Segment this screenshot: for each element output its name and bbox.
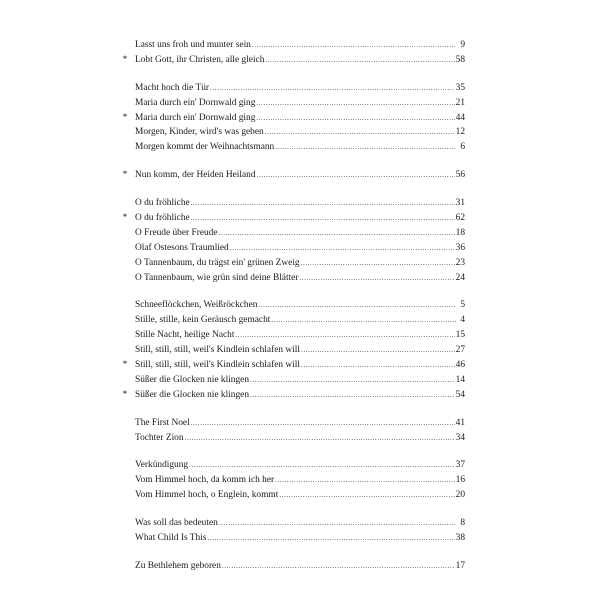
dot-leader xyxy=(299,271,454,286)
toc-entry xyxy=(135,196,465,211)
entry-page-number: 18 xyxy=(455,227,465,238)
toc-group xyxy=(135,416,465,446)
toc-entry xyxy=(135,298,465,313)
entry-page-number: 5 xyxy=(460,300,465,311)
entry-title: What Child Is This xyxy=(135,533,207,544)
entry-page-number: 46 xyxy=(455,360,465,371)
entry-title: Nun komm, der Heiden Heiland xyxy=(135,170,256,181)
entry-title: Lobt Gott, ihr Christen, alle gleich xyxy=(135,54,265,65)
toc-group xyxy=(122,168,465,183)
entry-title: Morgen, Kinder, wird's was geben xyxy=(135,127,264,138)
entry-page-number: 44 xyxy=(455,112,465,123)
entry-title: The First Noel xyxy=(135,417,190,428)
entry-page-number: 23 xyxy=(455,257,465,268)
entry-title: O Tannenbaum, wie grün sind deine Blätter xyxy=(135,272,299,283)
entry-page-number: 58 xyxy=(455,54,465,65)
entry-page-number: 8 xyxy=(460,518,465,529)
entry-title: Still, still, still, weil's Kindlein schlafen will xyxy=(135,360,300,371)
entry-marker: * xyxy=(122,389,128,400)
toc-entry xyxy=(135,328,465,343)
entry-title: Stille, stille, kein Geräusch gemacht xyxy=(135,315,271,326)
toc-entry xyxy=(135,38,465,53)
dot-leader xyxy=(301,343,455,358)
dot-leader xyxy=(191,196,455,211)
toc-group xyxy=(122,298,465,402)
entry-page-number: 35 xyxy=(455,82,465,93)
toc-group xyxy=(135,516,465,546)
entry-title: Schneeflöckchen, Weißröckchen xyxy=(135,300,258,311)
entry-page-number: 54 xyxy=(455,389,465,400)
dot-leader xyxy=(275,140,456,155)
toc-group xyxy=(122,196,465,285)
toc-entry xyxy=(135,96,465,111)
toc-entry xyxy=(122,111,465,126)
toc-group xyxy=(135,559,465,574)
toc-entry xyxy=(122,388,465,403)
dot-leader xyxy=(256,111,454,126)
entry-marker: * xyxy=(122,213,128,224)
entry-page-number: 14 xyxy=(455,374,465,385)
entry-title: Still, still, still, weil's Kindlein schlafen will xyxy=(135,345,300,356)
dot-leader xyxy=(191,211,455,226)
entry-page-number: 36 xyxy=(455,242,465,253)
entry-marker: * xyxy=(122,112,128,123)
entry-marker: * xyxy=(122,170,128,181)
toc-entry xyxy=(122,211,465,226)
entry-title: Maria durch ein' Dornwald ging xyxy=(135,112,256,123)
entry-title: Maria durch ein' Dornwald ging xyxy=(135,97,256,108)
dot-leader xyxy=(191,416,455,431)
toc-entry xyxy=(135,125,465,140)
entry-title: Morgen kommt der Weihnachtsmann xyxy=(135,142,275,153)
entry-page-number: 17 xyxy=(455,560,465,571)
dot-leader xyxy=(230,241,455,256)
dot-leader xyxy=(271,313,456,328)
entry-title: Verkündigung xyxy=(135,460,189,471)
dot-leader xyxy=(219,516,456,531)
dot-leader xyxy=(207,531,454,546)
entry-page-number: 6 xyxy=(460,142,465,153)
toc-entry xyxy=(135,343,465,358)
dot-leader xyxy=(235,328,454,343)
entry-page-number: 38 xyxy=(455,533,465,544)
dot-leader xyxy=(252,38,456,53)
toc-entry xyxy=(135,416,465,431)
entry-page-number: 15 xyxy=(455,330,465,341)
toc-entry xyxy=(122,53,465,68)
entry-title: Süßer die Glocken nie klingen xyxy=(135,389,250,400)
toc-entry xyxy=(135,81,465,96)
entry-title: Tochter Zion xyxy=(135,432,184,443)
entry-title: Zu Bethlehem geboren xyxy=(135,560,221,571)
entry-title: Stille Nacht, heilige Nacht xyxy=(135,330,235,341)
entry-page-number: 16 xyxy=(455,475,465,486)
toc-entry xyxy=(135,373,465,388)
entry-page-number: 62 xyxy=(455,213,465,224)
entry-page-number: 31 xyxy=(455,198,465,209)
toc-entry xyxy=(122,358,465,373)
entry-page-number: 12 xyxy=(455,127,465,138)
entry-page-number: 41 xyxy=(455,417,465,428)
dot-leader xyxy=(222,559,455,574)
dot-leader xyxy=(189,458,455,473)
dot-leader xyxy=(301,256,455,271)
toc-entry xyxy=(135,531,465,546)
entry-title: Süßer die Glocken nie klingen xyxy=(135,374,250,385)
dot-leader xyxy=(258,298,456,313)
toc-entry xyxy=(135,226,465,241)
toc-entry xyxy=(135,559,465,574)
entry-title: O du fröhliche xyxy=(135,198,190,209)
toc-entry xyxy=(135,516,465,531)
toc-entry xyxy=(135,473,465,488)
toc-entry xyxy=(135,431,465,446)
entry-page-number: 4 xyxy=(460,315,465,326)
dot-leader xyxy=(210,81,455,96)
dot-leader xyxy=(250,373,455,388)
toc-entry xyxy=(135,140,465,155)
dot-leader xyxy=(275,473,454,488)
dot-leader xyxy=(257,168,455,183)
toc-entry xyxy=(122,168,465,183)
entry-title: Olaf Ostesons Traumlied xyxy=(135,242,229,253)
toc-entry xyxy=(135,256,465,271)
entry-page-number: 24 xyxy=(455,272,465,283)
entry-title: O Freude über Freude xyxy=(135,227,218,238)
toc-entry xyxy=(135,241,465,256)
entry-page-number: 37 xyxy=(455,460,465,471)
entry-title: Vom Himmel hoch, da komm ich her xyxy=(135,475,275,486)
toc-group xyxy=(135,458,465,503)
dot-leader xyxy=(250,388,455,403)
dot-leader xyxy=(301,358,455,373)
entry-page-number: 56 xyxy=(455,170,465,181)
entry-page-number: 9 xyxy=(460,40,465,50)
dot-leader xyxy=(265,53,454,68)
toc-entry xyxy=(135,271,465,286)
entry-page-number: 21 xyxy=(455,97,465,108)
entry-page-number: 20 xyxy=(455,490,465,501)
toc-group xyxy=(122,81,465,155)
entry-title: Vom Himmel hoch, o Englein, kommt xyxy=(135,490,279,501)
entry-title: Lasst uns froh und munter sein xyxy=(135,40,251,50)
entry-title: O Tannenbaum, du trägst ein' grünen Zweig xyxy=(135,257,300,268)
dot-leader xyxy=(279,488,454,503)
entry-title: Macht hoch die Tür xyxy=(135,82,210,93)
dot-leader xyxy=(219,226,455,241)
entry-page-number: 27 xyxy=(455,345,465,356)
entry-title: O du fröhliche xyxy=(135,213,190,224)
entry-marker: * xyxy=(122,360,128,371)
entry-title: Was soll das bedeuten xyxy=(135,518,218,529)
dot-leader xyxy=(185,431,455,446)
dot-leader xyxy=(256,96,454,111)
toc-entry xyxy=(135,313,465,328)
entry-page-number: 34 xyxy=(455,432,465,443)
toc-entry xyxy=(135,458,465,473)
toc-group xyxy=(122,38,465,68)
table-of-contents xyxy=(122,38,465,587)
entry-marker: * xyxy=(122,54,128,65)
dot-leader xyxy=(265,125,455,140)
toc-entry xyxy=(135,488,465,503)
